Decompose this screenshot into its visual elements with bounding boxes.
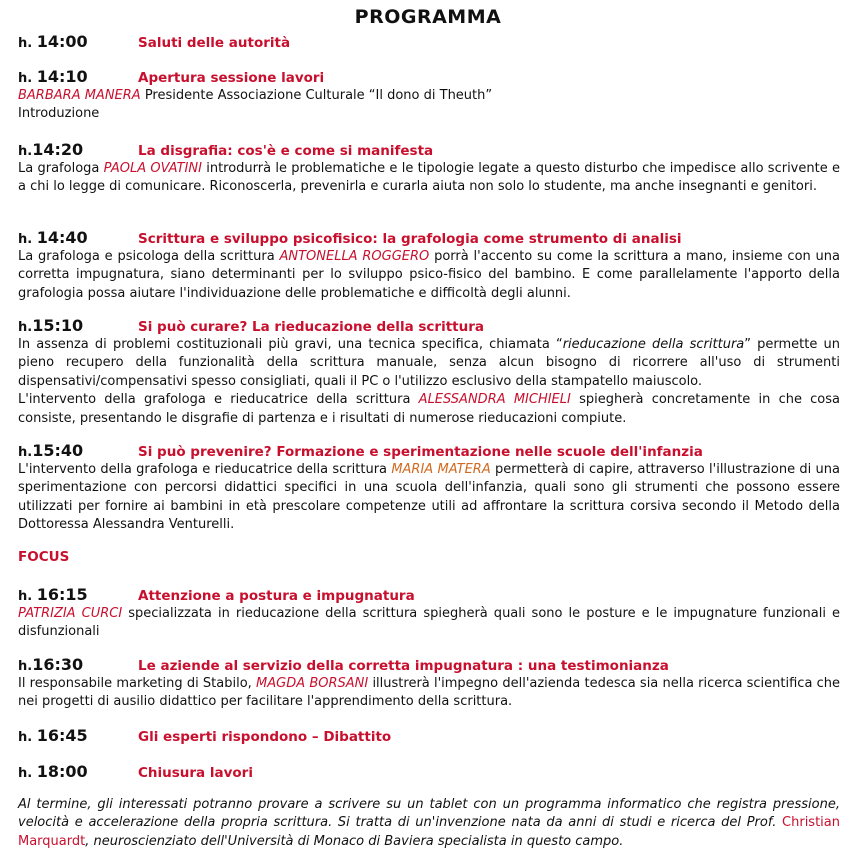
session-1615	[18, 585, 840, 642]
speaker-name: PAOLA OVATINI	[103, 161, 202, 176]
session-title: Apertura sessione lavori	[138, 70, 325, 86]
session-title: La disgrafia: cos'è e come si manifesta	[138, 143, 434, 159]
page-title: PROGRAMMA	[354, 6, 502, 28]
session-body: Il responsabile marketing di Stabilo, MAGDA BORSANI illustrerà l'impegno dell'azienda tedesca sia nella ricerca scientifica che nei progetti di ausilio didattico per facilitare l'apprendimento della scrittura.	[18, 676, 841, 710]
session-time: h. 14:00	[18, 32, 88, 51]
session-1410	[18, 67, 840, 124]
speaker-name: PATRIZIA CURCI	[18, 606, 123, 621]
speaker-name: ANTONELLA ROGGERO	[279, 249, 430, 264]
session-time: h. 16:45	[18, 726, 88, 745]
session-body: La grafologa e psicologa della scrittura ANTONELLA ROGGERO porrà l'accento su come la scrittura a mano, insieme con una corretta impugnatura, siano determinanti per lo sviluppo psico-fisico del bambino. E come parallelamente l'apporto della grafologia possa aiutare l'individuazione delle problematiche e difficoltà degli alunni.	[18, 249, 841, 301]
session-title: Scrittura e sviluppo psicofisico: la grafologia come strumento di analisi	[138, 231, 682, 247]
speaker-name: BARBARA MANERA	[18, 88, 141, 103]
session-title: Si può prevenire? Formazione e sperimentazione nelle scuole dell'infanzia	[138, 444, 703, 460]
session-body: PATRIZIA CURCI specializzata in rieducazione della scrittura spiegherà quali sono le posture e le impugnature funzionali e disfunzionali	[18, 606, 840, 640]
professor-name: Christian Marquardt	[18, 815, 840, 849]
speaker-name: ALESSANDRA MICHIELI	[418, 392, 571, 408]
session-body: In assenza di problemi costituzionali più gravi, una tecnica specifica, chiamata “rieducazione della scrittura” permette un pieno recupero della funzionalità della scrittura manuale, senza alcun bisogno di ricorrere all'uso di strumenti dispensativi/compensativi spesso consigliati, quali il PC o l'utilizzo esclusivo della stampatello maiuscolo. L'intervento della grafologa e rieducatrice della scrittura ALESSANDRA MICHIELI spiegherà concretamente in che cosa consiste, presentando le disgrafie di partenza e i risultati di numerose rieducazioni compiute.	[18, 337, 841, 426]
session-1400	[18, 32, 840, 52]
session-time: h. 14:40	[18, 228, 88, 247]
session-title: Gli esperti rispondono – Dibattito	[138, 729, 392, 745]
session-1630	[18, 655, 840, 712]
closing-note: Al termine, gli interessati potranno provare a scrivere su un tablet con un programma informatico che registra pressione, velocità e accelerazione della propria scrittura. Si tratta di un'invenzione nata da anni di studi e ricerca del Prof. Christian Marquardt, neuroscienziato dell'Università di Monaco di Baviera specialista in questo campo.	[18, 797, 840, 849]
session-title: Attenzione a postura e impugnatura	[138, 588, 415, 604]
session-title: Saluti delle autorità	[138, 35, 291, 51]
session-1440	[18, 228, 840, 303]
session-title: Chiusura lavori	[138, 765, 253, 781]
session-body: L'intervento della grafologa e rieducatrice della scrittura MARIA MATERA permetterà di capire, attraverso l'illustrazione di una sperimentazione con percorsi didattici specifici in una scuola dell'infanzia, quali sono gli strumenti che possono essere utilizzati per fornire ai bambini in età prescolare competenze utili ad affrontare la scrittura corsiva secondo il Metodo della Dottoressa Alessandra Venturelli.	[18, 462, 840, 533]
session-time: h. 16:15	[18, 585, 88, 604]
session-body: BARBARA MANERA Presidente Associazione Culturale “Il dono di Theuth” Introduzione	[18, 88, 493, 122]
session-body: La grafologa PAOLA OVATINI introdurrà le problematiche e le tipologie legate a questo disturbo che impedisce allo scrivente e a chi lo legge di comunicare. Riconoscerla, prevenirla e curarla aiuta non solo lo studente, ma anche insegnanti e genitori.	[18, 161, 840, 195]
session-1510	[18, 316, 840, 428]
session-title: Si può curare? La rieducazione della scrittura	[138, 319, 484, 335]
session-time: h. 14:10	[18, 67, 88, 86]
speaker-name: MAGDA BORSANI	[256, 676, 369, 691]
session-time: h. 18:00	[18, 762, 88, 781]
session-1420	[18, 140, 840, 197]
session-time: h.14:20	[18, 140, 84, 159]
session-1645	[18, 726, 840, 746]
session-1800	[18, 762, 840, 782]
session-title: Le aziende al servizio della corretta impugnatura : una testimonianza	[138, 658, 669, 674]
session-time: h.15:40	[18, 441, 84, 460]
speaker-name: MARIA MATERA	[391, 462, 491, 477]
session-time: h.16:30	[18, 655, 84, 674]
session-time: h.15:10	[18, 316, 84, 335]
session-1540	[18, 441, 840, 535]
focus-heading: FOCUS	[18, 549, 70, 565]
